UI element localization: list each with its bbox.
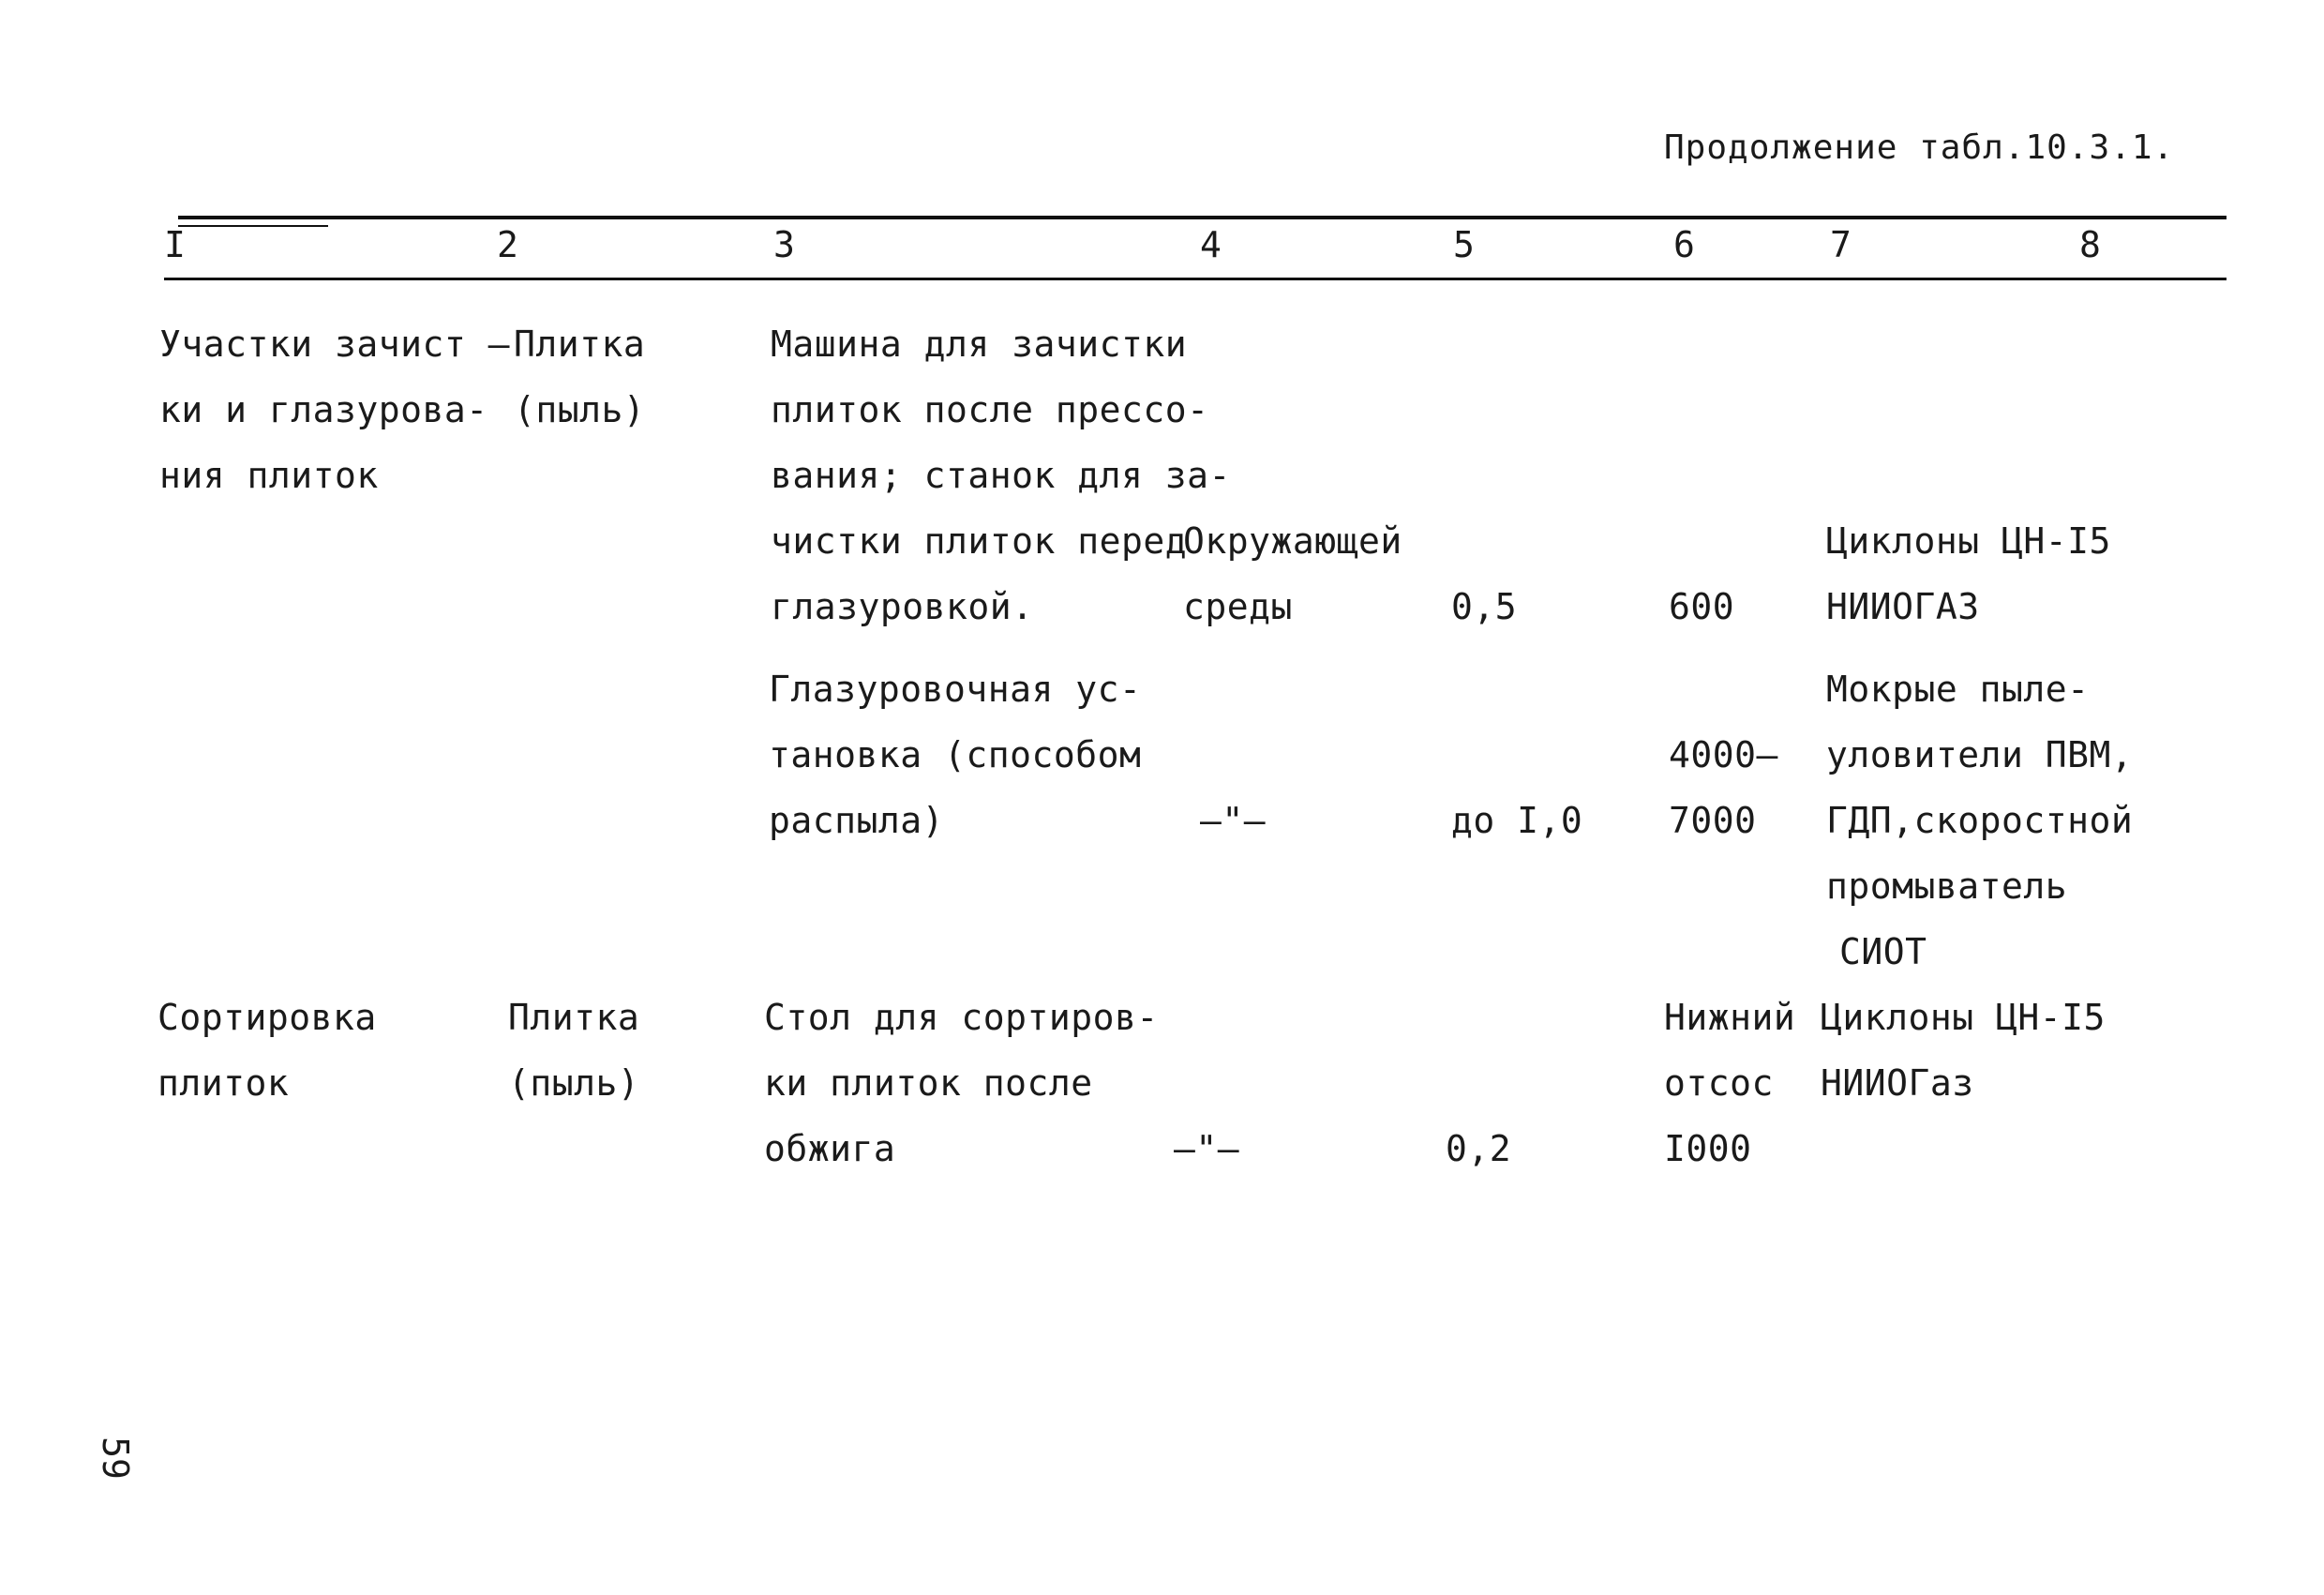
row2-col7-line: уловители ПВМ,: [1826, 734, 2134, 775]
row2-col7-line: ГДП,скоростной: [1826, 800, 2134, 841]
column-number: I: [164, 224, 186, 265]
row2-col3-line: Глазуровочная ус-: [769, 669, 1142, 710]
row1-col3-line: чистки плиток перед: [771, 520, 1188, 562]
row3-col3-line: обжига: [764, 1128, 896, 1169]
header-top-rule: [178, 216, 2227, 219]
row3-col6-line: Нижний: [1664, 997, 1796, 1038]
row3-col7-line: НИИОГаз: [1821, 1062, 1974, 1104]
row1-col1-line: Участки зачист –: [159, 324, 511, 365]
row1-col3-line: вания; станок для за-: [771, 455, 1231, 496]
row1-col5: 0,5: [1451, 586, 1518, 627]
column-number: 5: [1453, 224, 1475, 265]
page-number: 59: [94, 1437, 136, 1480]
row2-col5: до I,0: [1451, 800, 1583, 841]
row1-col1-line: ки и глазурова-: [159, 389, 488, 430]
row3-col3-line: Стол для сортиров-: [764, 997, 1159, 1038]
row1-col3-line: глазуровкой.: [771, 586, 1034, 627]
row1-col6: 600: [1669, 586, 1735, 627]
row3-col1-line: Сортировка: [157, 997, 377, 1038]
row1-col2-line: (пыль): [514, 389, 646, 430]
row2-col4: –"–: [1200, 800, 1267, 841]
row3-col6-line: I000: [1664, 1128, 1752, 1169]
row2-col3-line: распыла): [769, 800, 945, 841]
row1-col7-line: НИИОГАЗ: [1826, 586, 1980, 627]
row3-col2-line: Плитка: [508, 997, 640, 1038]
column-number: 3: [773, 224, 795, 265]
row3-col5: 0,2: [1446, 1128, 1512, 1169]
row1-col3-line: Машина для зачистки: [771, 324, 1188, 365]
row1-col4-line: среды: [1183, 586, 1293, 627]
row1-col3-line: плиток после прессо-: [771, 389, 1209, 430]
row2-col6-line: 4000–: [1669, 734, 1778, 775]
row3-col6-line: отсос: [1664, 1062, 1774, 1104]
row3-col1-line: плиток: [157, 1062, 290, 1104]
row3-col4: –"–: [1174, 1128, 1240, 1169]
header-top-rule-accent: [178, 225, 328, 227]
column-number: 6: [1673, 224, 1695, 265]
row3-col7-line: Циклоны ЦН-I5: [1821, 997, 2106, 1038]
column-number: 4: [1200, 224, 1222, 265]
row2-col7-line: СИОТ: [1839, 931, 1927, 972]
row3-col2-line: (пыль): [508, 1062, 640, 1104]
column-number: 7: [1830, 224, 1852, 265]
table-caption: Продолжение табл.10.3.1.: [1664, 128, 2175, 167]
column-number: 8: [2079, 224, 2101, 265]
column-number: 2: [497, 224, 518, 265]
row1-col4-line: Окружающей: [1183, 520, 1402, 562]
row2-col7-line: промыватель: [1826, 865, 2068, 907]
row2-col3-line: тановка (способом: [769, 734, 1142, 775]
row2-col7-line: Мокрые пыле-: [1826, 669, 2090, 710]
header-bottom-rule: [164, 278, 2227, 280]
row1-col1-line: ния плиток: [159, 455, 379, 496]
row1-col7-line: Циклоны ЦН-I5: [1826, 520, 2111, 562]
row1-col2-line: Плитка: [514, 324, 646, 365]
row3-col3-line: ки плиток после: [764, 1062, 1093, 1104]
row2-col6-line: 7000: [1669, 800, 1757, 841]
